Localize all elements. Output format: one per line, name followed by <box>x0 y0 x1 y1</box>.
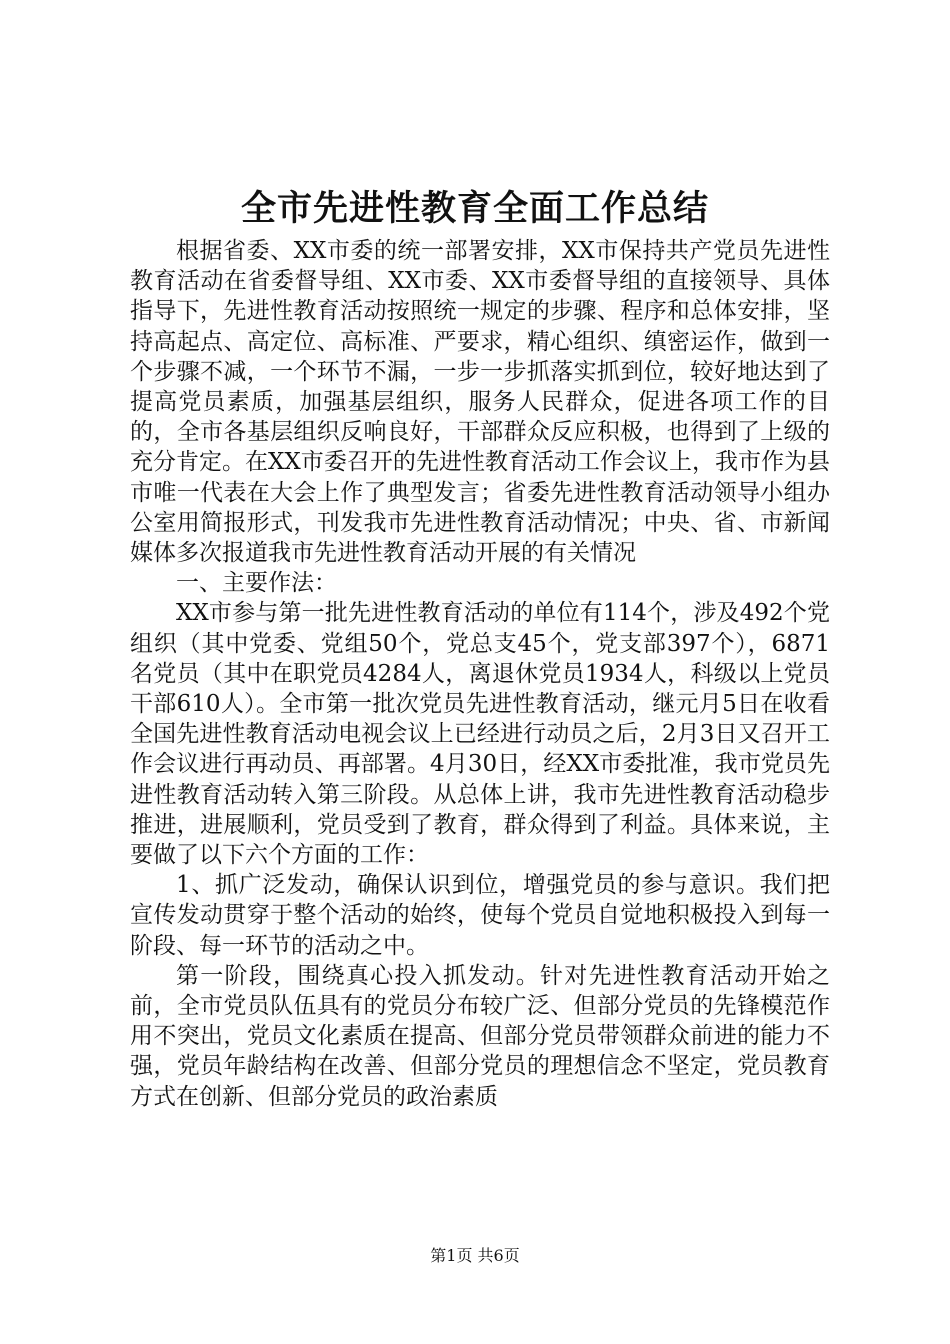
paragraph-item-1: 1、抓广泛发动，确保认识到位，增强党员的参与意识。我们把宣传发动贯穿于整个活动的始终，使每个党员自觉地积极投入到每一阶段、每一环节的活动之中。 <box>130 872 830 959</box>
document-body <box>130 236 830 1112</box>
document-title: 全市先进性教育全面工作总结 <box>240 188 709 229</box>
paragraph-intro: 根据省委、XX市委的统一部署安排，XX市保持共产党员先进性教育活动在省委督导组、XX市委、XX市委督导组的直接领导、具体指导下，先进性教育活动按照统一规定的步骤、程序和总体安排，坚持高起点、高定位、高标准、严要求，精心组织、缜密运作，做到一个步骤不减，一个环节不漏，一步一步抓落实抓到位，较好地达到了提高党员素质，加强基层组织，服务人民群众，促进各项工作的目的，全市各基层组织反响良好，干部群众反应积极，也得到了上级的充分肯定。在XX市委召开的先进性教育活动工作会议上，我市作为县市唯一代表在大会上作了典型发言；省委先进性教育活动领导小组办公室用简报形式，刊发我市先进性教育活动情况；中央、省、市新闻媒体多次报道我市先进性教育活动开展的有关情况 <box>130 238 830 567</box>
paragraph-phase-1: 第一阶段，围绕真心投入抓发动。针对先进性教育活动开始之前，全市党员队伍具有的党员分布较广泛、但部分党员的先锋模范作用不突出，党员文化素质在提高、但部分党员带领群众前进的能力不强，党员年龄结构在改善、但部分党员的理想信念不坚定，党员教育方式在创新、但部分党员的政治素质 <box>130 962 830 1110</box>
section-heading: 一、主要作法： <box>176 570 337 597</box>
paragraph-statistics: XX市参与第一批先进性教育活动的单位有114个，涉及492个党组织（其中党委、党组50个，党总支45个，党支部397个），6871名党员（其中在职党员4284人，离退休党员1934人，科级以上党员干部610人）。全市第一批次党员先进性教育活动，继元月5日在收看全国先进性教育活动电视会议上已经进行动员之后，2月3日又召开工作会议进行再动员、再部署。4月30日，经XX市委批准，我市党员先进性教育活动转入第三阶段。从总体上讲，我市先进性教育活动稳步推进，进展顺利，党员受到了教育，群众得到了利益。具体来说，主要做了以下六个方面的工作： <box>130 600 830 869</box>
page-number: 第1页 共6页 <box>430 1246 520 1265</box>
